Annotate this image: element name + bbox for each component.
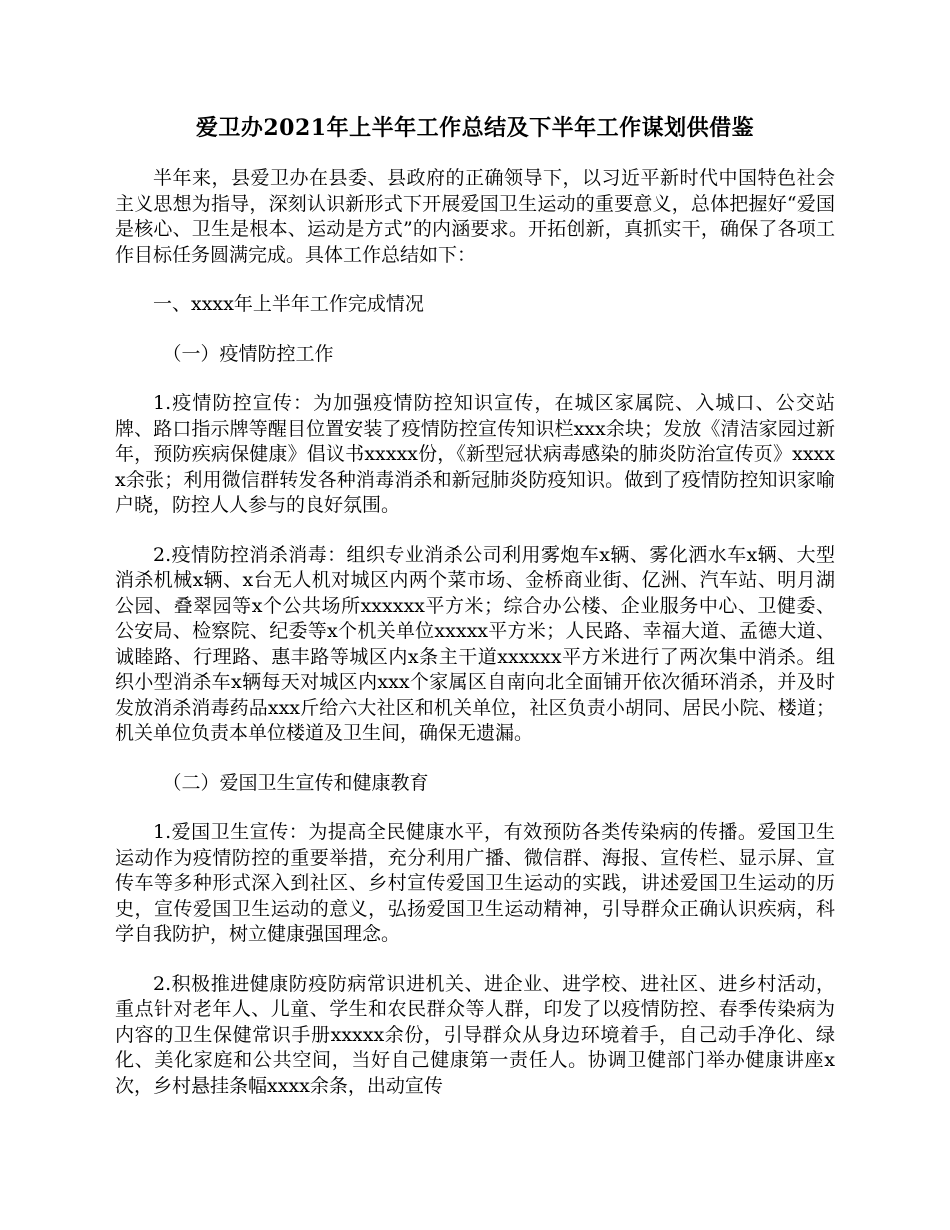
paragraph-gap (115, 519, 835, 543)
document-body (115, 166, 835, 1099)
subsection-heading: （二）爱国卫生宣传和健康教育 (162, 771, 429, 794)
paragraph-gap (115, 948, 835, 972)
paragraph-gap (115, 318, 835, 342)
paragraph-gap (115, 796, 835, 820)
paragraph-gap (115, 268, 835, 292)
body-paragraph: 1.爱国卫生宣传：为提高全民健康水平，有效预防各类传染病的传播。爱国卫生运动作为疫情防控的重要举措，充分利用广播、微信群、海报、宣传栏、显示屏、宣传车等多种形式深入到社区、乡村宣传爱国卫生运动的实践，讲述爱国卫生运动的历史，宣传爱国卫生运动的意义，弘扬爱国卫生运动精神，引导群众正确认识疾病，科学自我防护，树立健康强国理念。 (115, 821, 835, 945)
document-title: 爱卫办2021年上半年工作总结及下半年工作谋划供借鉴 (195, 115, 755, 141)
section-heading: 一、xxxx年上半年工作完成情况 (153, 293, 424, 315)
body-paragraph: 1.疫情防控宣传：为加强疫情防控知识宣传，在城区家属院、入城口、公交站牌、路口指示牌等醒目位置安装了疫情防控宣传知识栏xxx余块；发放《清洁家园过新年，预防疾病保健康》倡议书xxxxx份，《新型冠状病毒感染的肺炎防治宣传页》xxxxx余张；利用微信群转发各种消毒消杀和新冠肺炎防疫知识。做到了疫情防控知识家喻户晓，防控人人参与的良好氛围。 (115, 392, 835, 516)
paragraph-gap (115, 367, 835, 391)
subsection-heading: （一）疫情防控工作 (162, 342, 334, 365)
body-paragraph: 2.疫情防控消杀消毒：组织专业消杀公司利用雾炮车x辆、雾化洒水车x辆、大型消杀机械x辆、x台无人机对城区内两个菜市场、金桥商业街、亿洲、汽车站、明月湖公园、叠翠园等x个公共场所xxxxxx平方米；综合办公楼、企业服务中心、卫健委、公安局、检察院、纪委等x个机关单位xxxxx平方米；人民路、幸福大道、孟德大道、诚睦路、行理路、惠丰路等城区内x条主干道xxxxxx平方米进行了两次集中消杀。组织小型消杀车x辆每天对城区内xxx个家属区自南向北全面铺开依次循环消杀，并及时发放消杀消毒药品xxx斤给六大社区和机关单位，社区负责小胡同、居民小院、楼道；机关单位负责本单位楼道及卫生间，确保无遗漏。 (115, 543, 835, 744)
body-paragraph: 2.积极推进健康防疫防病常识进机关、进企业、进学校、进社区、进乡村活动，重点针对老年人、儿童、学生和农民群众等人群，印发了以疫情防控、春季传染病为内容的卫生保健常识手册xxxxx余份，引导群众从身边环境着手，自己动手净化、绿化、美化家庭和公共空间，当好自己健康第一责任人。协调卫健部门举办健康讲座x次，乡村悬挂条幅xxxx余条，出动宣传 (115, 972, 835, 1097)
intro-paragraph: 半年来，县爱卫办在县委、县政府的正确领导下，以习近平新时代中国特色社会主义思想为指导，深刻认识新形式下开展爱国卫生运动的重要意义，总体把握好“爱国是核心、卫生是根本、运动是方式”的内涵要求。开拓创新，真抓实干，确保了各项工作目标任务圆满完成。具体工作总结如下： (115, 167, 835, 266)
paragraph-gap (115, 747, 835, 771)
